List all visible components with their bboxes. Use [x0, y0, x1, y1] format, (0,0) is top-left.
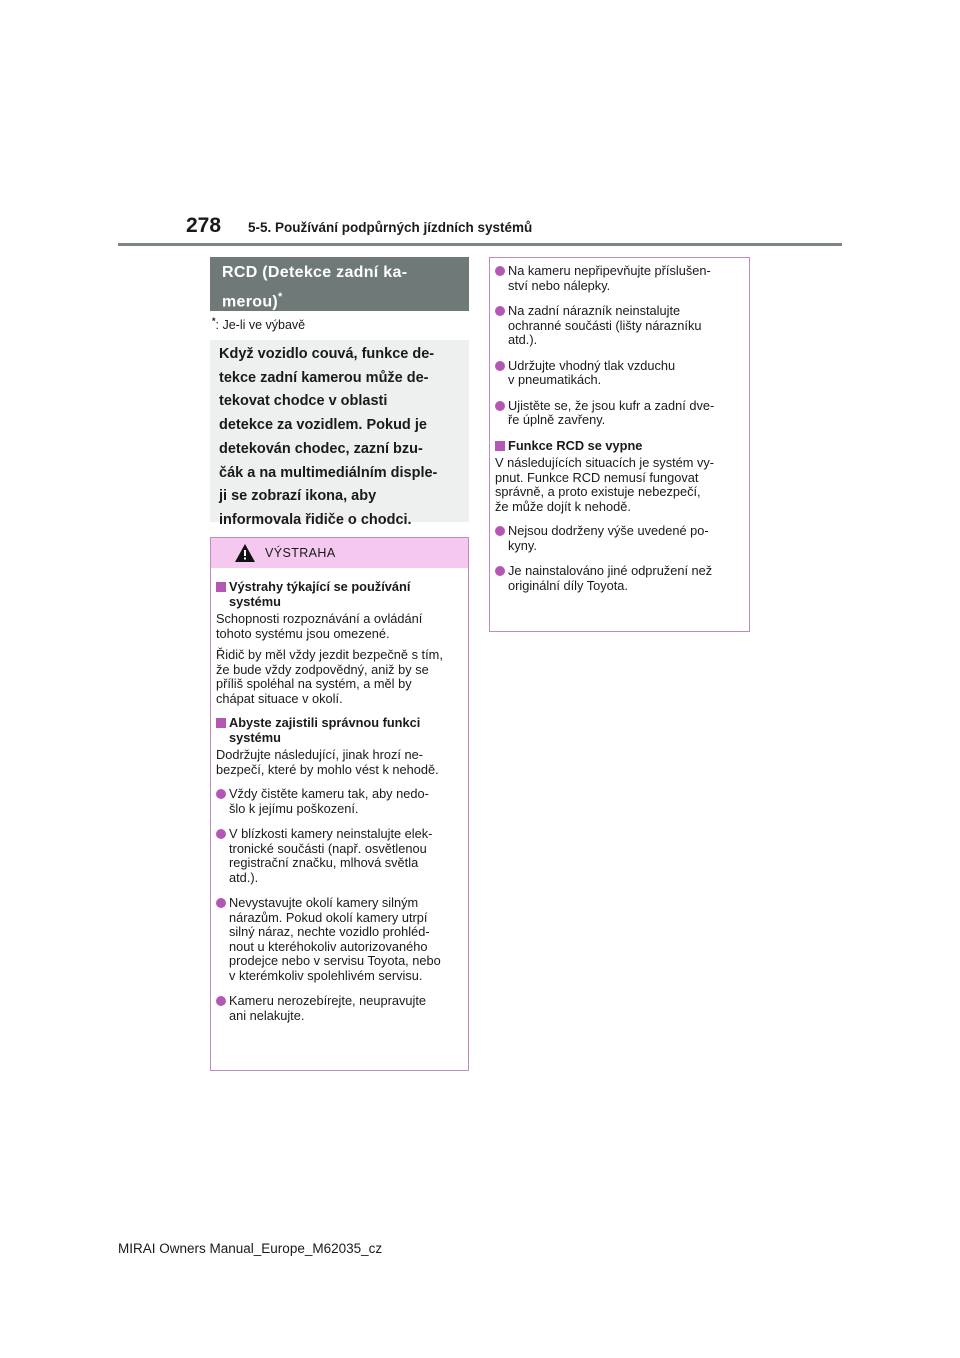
circle-bullet-icon — [495, 401, 505, 411]
warning-header — [211, 538, 468, 568]
intro-line: ji se zobrazí ikona, aby — [219, 488, 377, 505]
circle-bullet-icon — [216, 789, 226, 799]
circle-bullet-icon — [495, 306, 505, 316]
caution-content — [490, 258, 749, 593]
list-item: Nevystavujte okolí kamery silným nárazům. Pokud okolí kamery utrpí silný náraz, nechte vozidlo prohléd- nout u kteréhokoliv autorizovaného prodejce nebo v servisu Toyota, nebo v kterémkoliv spolehlivém servisu. — [216, 896, 462, 983]
title-line-1: RCD (Detekce zadní ka- — [222, 264, 408, 281]
footnote: *: Je-li ve výbavě — [212, 316, 306, 333]
list-item: Udržujte vhodný tlak vzduchu v pneumatikách. — [495, 359, 743, 388]
list-item: Je nainstalováno jiné odpružení než originální díly Toyota. — [495, 564, 743, 593]
footer-text: MIRAI Owners Manual_Europe_M62035_cz — [118, 1241, 383, 1256]
warning-heading: Abyste zajistili správnou funkci systému — [216, 716, 462, 745]
list-item: Nejsou dodrženy výše uvedené po- kyny. — [495, 524, 743, 553]
title-box — [210, 257, 469, 311]
intro-box — [210, 340, 469, 528]
paragraph: V následujících situacích je systém vy- pnut. Funkce RCD nemusí fungovat správně, a proto existuje nebezpečí, že může dojít k nehodě. — [495, 455, 715, 514]
intro-line: tekce zadní kamerou může de- — [219, 369, 429, 386]
intro-line: tekovat chodce v oblasti — [219, 393, 388, 410]
intro-line: detekován chodec, zazní bzu- — [219, 440, 423, 457]
square-bullet-icon — [495, 441, 505, 451]
intro-line: informovala řidiče o chodci. — [219, 511, 412, 528]
intro-line: čák a na multimediálním disple- — [219, 464, 438, 481]
header-rule — [118, 243, 842, 246]
section-title: 5-5. Používání podpůrných jízdních systémů — [248, 220, 533, 235]
warning-paragraph: Dodržujte následující, jinak hrozí ne- bezpečí, které by mohlo vést k nehodě. — [216, 747, 439, 777]
circle-bullet-icon — [216, 829, 226, 839]
circle-bullet-icon — [495, 266, 505, 276]
circle-bullet-icon — [216, 996, 226, 1006]
intro-line: Když vozidlo couvá, funkce de- — [219, 346, 435, 362]
warning-paragraph: Řidič by měl vždy jezdit bezpečně s tím, že bude vždy zodpovědný, aniž by se příliš spoléhal na systém, a měl by chápat situace v okolí. — [216, 647, 443, 706]
list-item: Na kameru nepřipevňujte příslušen- ství nebo nálepky. — [495, 264, 743, 293]
caution-box-continued — [489, 257, 750, 632]
warning-paragraph: Schopnosti rozpoznávání a ovládání tohoto systému jsou omezené. — [216, 611, 423, 641]
circle-bullet-icon — [495, 566, 505, 576]
section-heading: Funkce RCD se vypne — [495, 439, 743, 454]
warning-heading: Výstrahy týkající se používání systému — [216, 580, 462, 609]
list-item: Kameru nerozebírejte, neupravujte ani nelakujte. — [216, 994, 462, 1023]
square-bullet-icon — [216, 582, 226, 592]
circle-bullet-icon — [216, 898, 226, 908]
intro-line: detekce za vozidlem. Pokud je — [219, 417, 427, 434]
warning-content — [211, 568, 468, 1023]
warning-triangle-icon — [235, 544, 255, 562]
square-bullet-icon — [216, 718, 226, 728]
title-asterisk: * — [278, 291, 283, 303]
title-line-2: merou)* — [222, 291, 283, 311]
warning-box — [210, 537, 469, 1071]
page-number: 278 — [186, 214, 222, 237]
list-item: V blízkosti kamery neinstalujte elek- tronické součásti (např. osvětlenou registrační značku, mlhová světla atd.). — [216, 827, 462, 885]
warning-label: VÝSTRAHA — [265, 546, 336, 560]
list-item: Vždy čistěte kameru tak, aby nedo- šlo k jejímu poškození. — [216, 787, 462, 816]
list-item: Ujistěte se, že jsou kufr a zadní dve- ře úplně zavřeny. — [495, 399, 743, 428]
circle-bullet-icon — [495, 526, 505, 536]
circle-bullet-icon — [495, 361, 505, 371]
list-item: Na zadní nárazník neinstalujte ochranné součásti (lišty nárazníku atd.). — [495, 304, 743, 348]
